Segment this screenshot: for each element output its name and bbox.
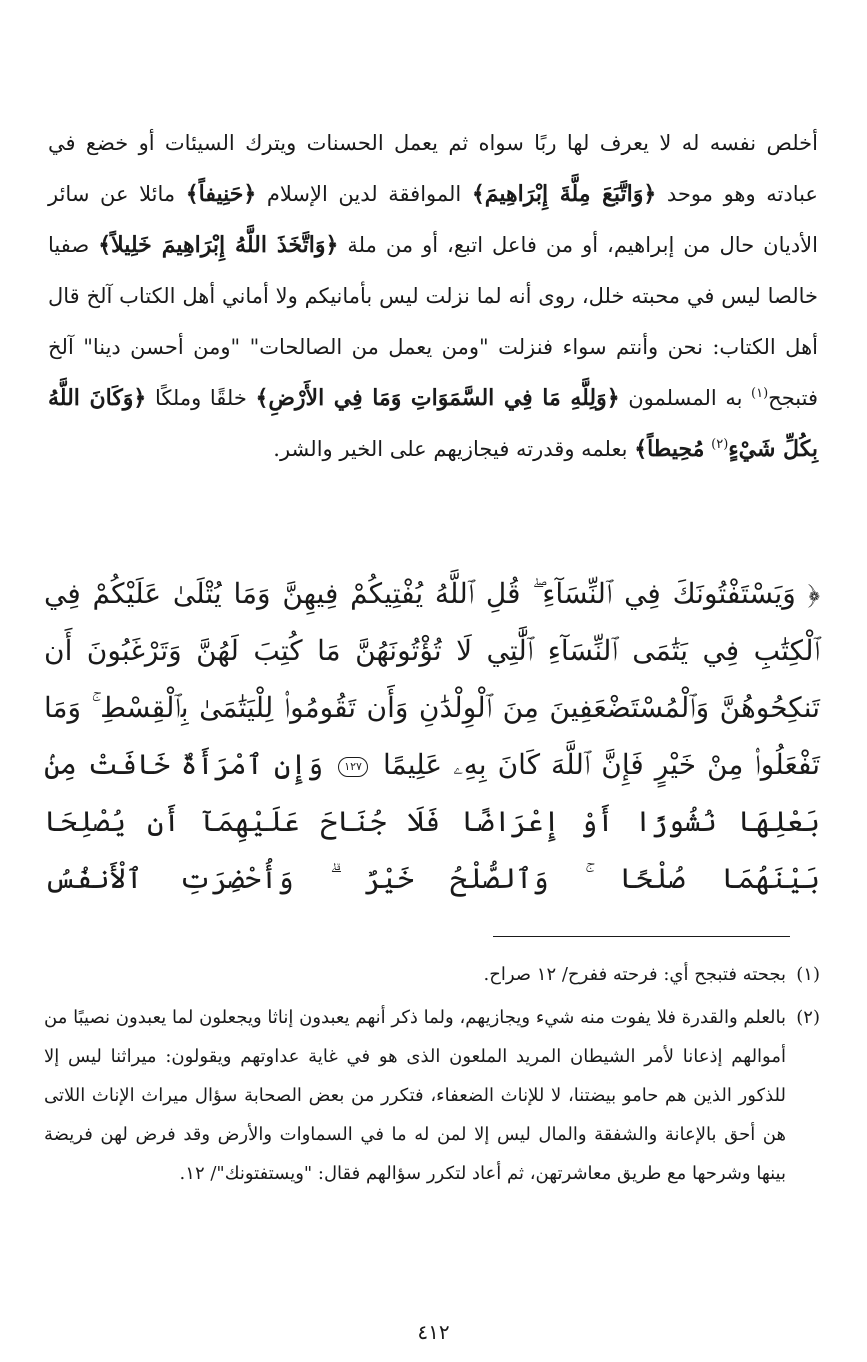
footnote-number: (١) [796,964,820,985]
page-number: ٤١٢ [417,1320,450,1344]
quran-citation: ﴿حَنِيفاً﴾ [185,181,257,207]
verse-text: ﴿ وَيَسْتَفْتُونَكَ فِي ٱلنِّسَآءِ ۖ قُلِ ٱللَّهُ يُفْتِيكُمْ فِيهِنَّ وَمَا يُتْلَىٰ عَلَيْكُمْ فِي ٱلْكِتَٰبِ فِي يَتَٰمَى ٱلنِّسَآءِ ٱلَّٰتِي لَا تُؤْتُونَهُنَّ مَا كُتِبَ لَهُنَّ وَتَرْغَبُونَ أَن تَنكِحُوهُنَّ وَٱلْمُسْتَضْعَفِينَ مِنَ ٱلْوِلْدَٰنِ وَأَن تَقُومُوا۟ لِلْيَتَٰمَىٰ بِٱلْقِسْطِ ۚ وَمَا تَفْعَلُوا۟ مِنْ خَيْرٍ فَإِنَّ ٱللَّهَ كَانَ بِهِۦ عَلِيمًا [44,577,820,781]
commentary-text [48,118,818,475]
verse-number-marker: ١٢٧ [338,757,368,777]
footnote [44,955,820,994]
commentary-paragraph [48,118,818,475]
commentary-segment: بعلمه وقدرته فيجازيهم على الخير والشر. [273,437,628,461]
footnote-divider [493,936,790,937]
footnote-text: بالعلم والقدرة فلا يفوت منه شيء ويجازيهم، ولما ذكر أنهم يعبدون إناثا ويجعلون لما يعبدون نصيبًا من أموالهم إذعانا لأمر الشيطان المريد الملعون الذى هو في غاية عداوتهم ويقولون: ميراثنا ليس إلا للذكور الذين هم حامو بيضتنا، لا للإناث الضعفاء، فتكرر من بعض الصحابة سؤال ميراث الإناث اللاتى هن أحق بالإعانة والشفقة والمال ليس إلا لمن له ما في السماوات والأرض وقد فرض لهن فريضة بينها وشرحها مع طريق معاشرتهن، ثم أعاد لتكرر سؤالهم فقال: "ويستفتونك"/ ١٢. [44,1007,786,1184]
quran-verse-block [44,565,820,907]
quran-verse [44,565,820,907]
quran-citation: ﴿وَكَانَ اللَّهُ بِكُلِّ شَيْءٍ [48,385,818,462]
footnote-marker: (٢) [711,437,729,452]
verse-text: وَإِنِ ٱمْرَأَةٌ خَافَتْ مِنۢ بَعْلِهَا نُشُوزًا أَوْ إِعْرَاضًا فَلَا جُنَاحَ عَلَيْهِمَآ أَن يُصْلِحَا بَيْنَهُمَا صُلْحًا ۚ وَٱلصُّلْحُ خَيْرٌ ۗ وَأُحْضِرَتِ ٱلْأَنفُسُ [44,748,820,895]
quran-citation: مُحِيطاً﴾ [634,436,705,462]
commentary-segment: به المسلمون [628,386,743,410]
commentary-segment: صفيا خالصا ليس في محبته خلل، روى أنه لما نزلت ليس بأمانيكم ولا أماني أهل الكتاب آلخ قال أهل الكتاب: نحن وأنتم سواء فنزلت "ومن يعمل من الصالحات" "ومن أحسن دينا" آلخ فتبجح [48,233,818,410]
quran-citation: ﴿وَاتَّبَعَ مِلَّةَ إِبْرَاهِيمَ﴾ [471,181,657,207]
footnote-marker: (١) [751,386,769,401]
footnote-text: بجحته فتبجح أي: فرحته ففرح/ ١٢ صراح. [483,964,786,985]
footnote [44,998,820,1193]
quran-citation: ﴿وَاتَّخَذَ اللَّهُ إِبْرَاهِيمَ خَلِيلاً﴾ [98,232,339,258]
footnotes-section [44,955,820,1197]
commentary-segment: خلقًا وملكًا [154,386,247,410]
commentary-segment: أخلص نفسه له لا يعرف لها ربًا سواه ثم يعمل الحسنات ويترك السيئات أو خضع في عبادته وهو موحد [48,131,818,206]
commentary-segment: الموافقة لدين الإسلام [266,182,462,206]
commentary-segment: مائلا عن سائر الأديان حال من إبراهيم، أو من فاعل اتبع، أو من ملة [48,182,818,257]
footnote-number: (٢) [796,1007,820,1028]
quran-citation: ﴿وَلِلَّهِ مَا فِي السَّمَوَاتِ وَمَا فِي الأَرْضِ﴾ [255,385,620,411]
